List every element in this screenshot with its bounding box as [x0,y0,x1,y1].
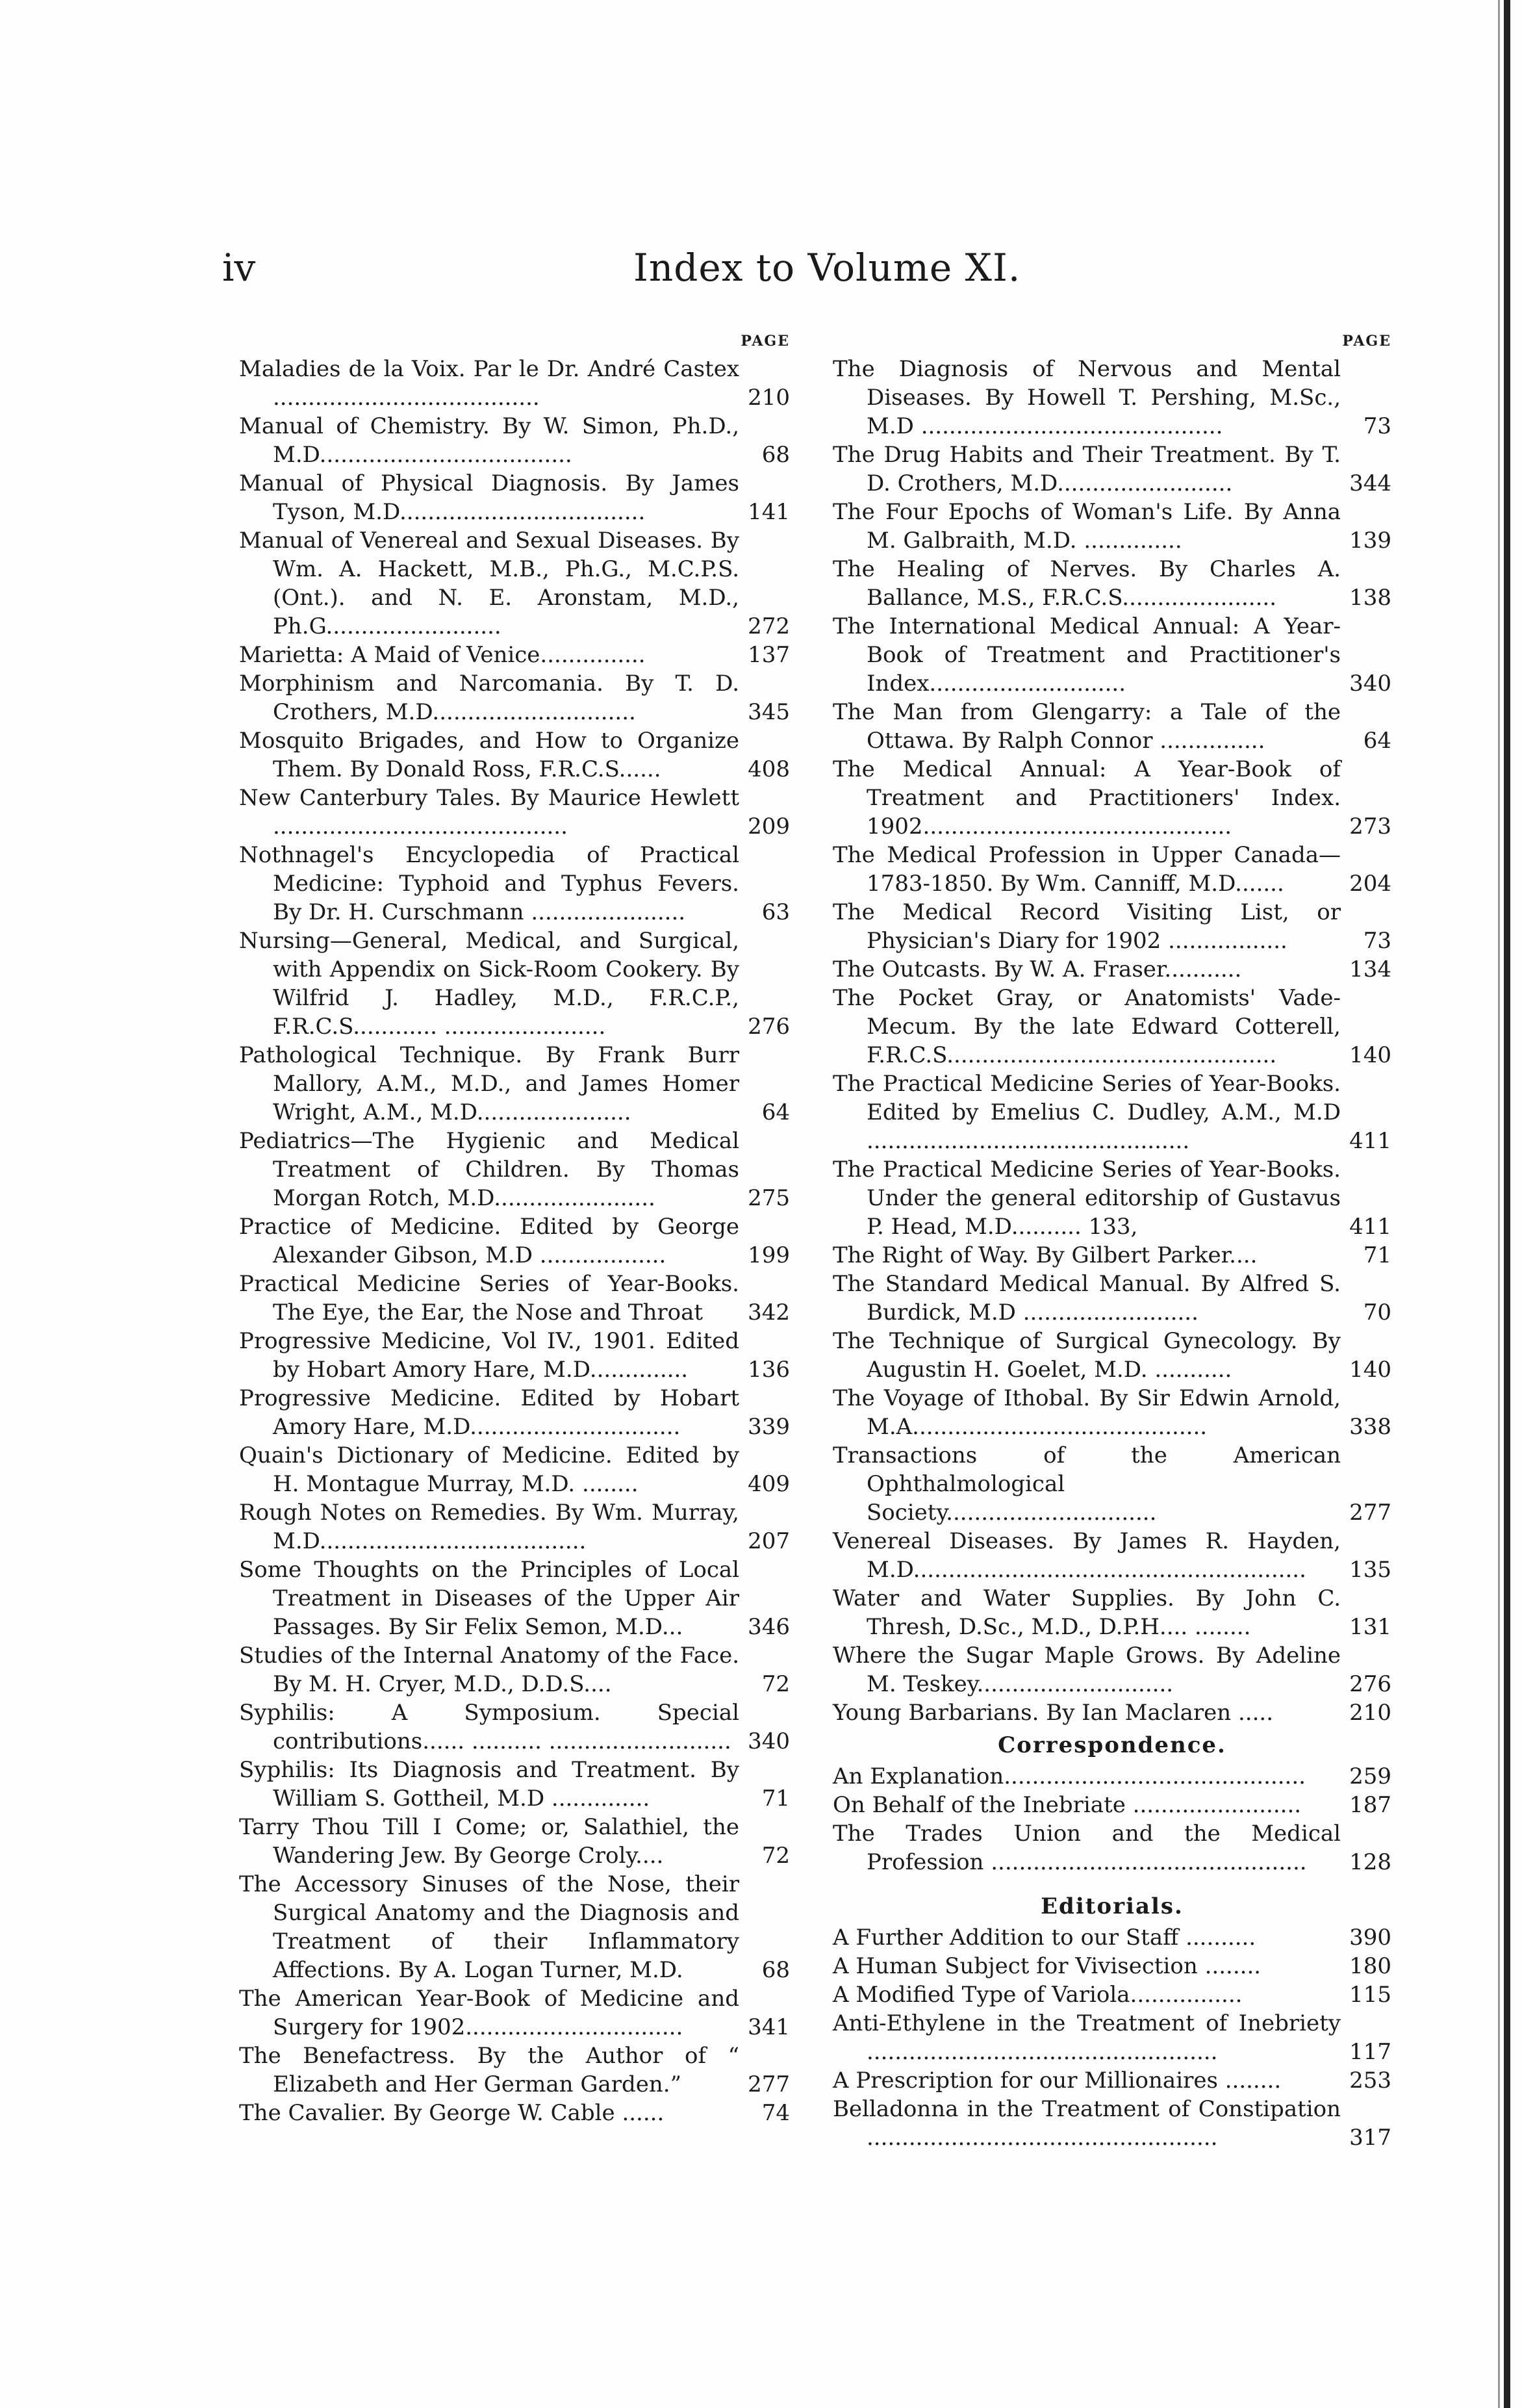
entry-page-number: 210 [748,385,790,411]
entry-title: The Standard Medical Manual. By Alfred S. Burdick, M.D ......................... [833,1271,1341,1326]
entry-page-number: 340 [748,1728,790,1754]
index-entry [833,698,1391,755]
entry-page-number: 390 [1349,1925,1391,1951]
editorials-list [833,1923,1391,2152]
entry-title: Rough Notes on Remedies. By Wm. Murray, M.D...................................... [239,1500,739,1554]
index-entry [833,1923,1391,1952]
index-entry [833,1819,1391,1876]
entry-title: The Healing of Nerves. By Charles A. Ballance, M.S., F.R.C.S...................... [833,556,1341,611]
left-entry-list [239,355,790,2127]
entry-page-number: 277 [1349,1500,1391,1526]
index-entry [239,1270,790,1327]
index-entry [239,1327,790,1384]
entry-title: The Medical Profession in Upper Canada—1783-1850. By Wm. Canniff, M.D....... [833,842,1341,897]
entry-title: Morphinism and Narcomania. By T. D. Crothers, M.D............................. [239,671,739,725]
right-column [833,333,1391,2152]
index-entry [239,1212,790,1270]
right-entry-list [833,355,1391,1727]
index-entry [239,526,790,641]
index-entry [833,1980,1391,2009]
entry-page-number: 411 [1349,1214,1391,1240]
index-entry [239,841,790,927]
entry-title: Manual of Physical Diagnosis. By James Tyson, M.D................................... [239,470,739,525]
index-entry [833,898,1391,955]
index-entry [833,612,1391,698]
entry-title: Quain's Dictionary of Medicine. Edited by H. Montague Murray, M.D. ........ [239,1442,739,1497]
index-entry [239,1698,790,1756]
page-title: Index to Volume XI. [633,246,1021,290]
entry-title: Tarry Thou Till I Come; or, Salathiel, the Wandering Jew. By George Croly.... [239,1814,739,1869]
index-entry [833,498,1391,555]
entry-page-number: 72 [761,1671,790,1697]
entry-title: The Man from Glengarry: a Tale of the Ottawa. By Ralph Connor ............... [833,699,1341,754]
entry-title: A Human Subject for Vivisection ........ [833,1953,1262,1979]
book-spine-edge [1498,0,1500,2408]
entry-title: The Outcasts. By W. A. Fraser........... [833,956,1242,982]
index-entry [833,1441,1391,1527]
entry-title: The Voyage of Ithobal. By Sir Edwin Arnold, M.A.......................................... [833,1385,1341,1440]
index-entry [833,2095,1391,2152]
entry-page-number: 276 [748,1014,790,1040]
entry-title: The Medical Record Visiting List, or Physician's Diary for 1902 ................. [833,899,1341,954]
entry-page-number: 137 [748,642,790,668]
entry-page-number: 273 [1349,813,1391,839]
entry-title: The Four Epochs of Woman's Life. By Anna M. Galbraith, M.D. .............. [833,499,1341,554]
entry-title: An Explanation........................................... [833,1763,1306,1789]
entry-title: Some Thoughts on the Principles of Local Treatment in Diseases of the Upper Air Passages. By Sir Felix Semon, M.D... [239,1557,739,1640]
entry-page-number: 259 [1349,1763,1391,1789]
entry-page-number: 187 [1349,1792,1391,1818]
entry-page-number: 339 [748,1414,790,1440]
entry-page-number: 207 [748,1528,790,1554]
entry-title: Pathological Technique. By Frank Burr Mallory, A.M., M.D., and James Homer Wright, A.M., M.D...................... [239,1042,739,1125]
entry-title: Mosquito Brigades, and How to Organize Them. By Donald Ross, F.R.C.S...... [239,728,739,782]
index-entry [833,1527,1391,1584]
index-entry [239,641,790,669]
entry-page-number: 199 [748,1242,790,1268]
entry-title: The Trades Union and the Medical Profession ............................................. [833,1821,1341,1875]
entry-page-number: 138 [1349,585,1391,611]
entry-title: Pediatrics—The Hygienic and Medical Treatment of Children. By Thomas Morgan Rotch, M.D....................... [239,1128,739,1211]
entry-page-number: 277 [748,2071,790,2097]
entry-title: Maladies de la Voix. Par le Dr. André Castex ...................................... [239,356,739,411]
entry-title: Studies of the Internal Anatomy of the Face. By M. H. Cryer, M.D., D.D.S.... [239,1643,739,1697]
entry-page-number: 411 [1349,1128,1391,1154]
entry-title: Water and Water Supplies. By John C. Thresh, D.Sc., M.D., D.P.H.... ........ [833,1585,1341,1640]
entry-page-number: 134 [1349,956,1391,982]
index-entry [239,927,790,1041]
editorials-heading: Editorials. [1041,1893,1184,1919]
index-entry [239,1556,790,1641]
entry-page-number: 73 [1363,928,1391,954]
index-entry [833,2066,1391,2095]
entry-title: Progressive Medicine, Vol IV., 1901. Edited by Hobart Amory Hare, M.D.............. [239,1328,739,1383]
entry-page-number: 115 [1349,1982,1391,2008]
entry-title: The International Medical Annual: A Year-Book of Treatment and Practitioner's Index............................ [833,613,1341,697]
entry-title: Syphilis: Its Diagnosis and Treatment. By William S. Gottheil, M.D .............. [239,1757,739,1812]
entry-title: The Drug Habits and Their Treatment. By T. D. Crothers, M.D......................... [833,442,1341,496]
entry-page-number: 346 [748,1614,790,1640]
entry-page-number: 341 [748,2014,790,2040]
entry-page-number: 204 [1349,871,1391,897]
entry-page-number: 139 [1349,528,1391,554]
entry-title: New Canterbury Tales. By Maurice Hewlett .......................................... [239,785,739,839]
index-entry [833,1155,1391,1241]
index-entry [833,2009,1391,2066]
entry-page-number: 275 [748,1185,790,1211]
entry-title: Manual of Chemistry. By W. Simon, Ph.D., M.D.................................... [239,413,739,468]
index-entry [239,726,790,784]
entry-page-number: 135 [1349,1557,1391,1583]
entry-page-number: 276 [1349,1671,1391,1697]
entry-page-number: 73 [1363,413,1391,439]
entry-page-number: 71 [761,1786,790,1812]
index-entry [239,1441,790,1498]
entry-title: Where the Sugar Maple Grows. By Adeline M. Teskey............................ [833,1643,1341,1697]
entry-page-number: 63 [761,899,790,925]
entry-title: The Technique of Surgical Gynecology. By Augustin H. Goelet, M.D. ........... [833,1328,1341,1383]
entry-title: The Practical Medicine Series of Year-Books. Edited by Emelius C. Dudley, A.M., M.D .............................................. [833,1071,1341,1154]
entry-title: The Accessory Sinuses of the Nose, their Surgical Anatomy and the Diagnosis and Treatment of their Inflammatory Affections. By A. Logan Turner, M.D. [239,1871,739,1983]
entry-title: Venereal Diseases. By James R. Hayden, M.D........................................................ [833,1528,1341,1583]
index-entry [833,441,1391,498]
index-entry [833,984,1391,1070]
index-entry [833,955,1391,984]
index-entry [833,1584,1391,1641]
entry-title: Progressive Medicine. Edited by Hobart Amory Hare, M.D.............................. [239,1385,739,1440]
entry-title: Anti-Ethylene in the Treatment of Inebriety .................................................. [833,2010,1341,2065]
entry-page-number: 64 [761,1099,790,1125]
entry-page-number: 342 [748,1300,790,1326]
index-entry [239,1870,790,1984]
entry-page-number: 64 [1363,728,1391,754]
entry-title: Marietta: A Maid of Venice............... [239,642,646,668]
entry-title: A Prescription for our Millionaires ........ [833,2068,1282,2094]
entry-title: Syphilis: A Symposium. Special contributions...... .......... .......................... [239,1700,739,1754]
entry-title: Nursing—General, Medical, and Surgical, with Appendix on Sick-Room Cookery. By Wilfrid J. Hadley, M.D., F.R.C.P., F.R.C.S............ ....................... [239,928,739,1040]
entry-page-number: 338 [1349,1414,1391,1440]
entry-title: The Diagnosis of Nervous and Mental Diseases. By Howell T. Pershing, M.Sc., M.D ........................................... [833,356,1341,439]
index-entry [833,555,1391,612]
index-entry [833,755,1391,841]
entry-page-number: 131 [1349,1614,1391,1640]
entry-page-number: 74 [761,2100,790,2126]
index-entry [239,355,790,412]
entry-title: Young Barbarians. By Ian Maclaren ..... [833,1700,1274,1726]
entry-title: Belladonna in the Treatment of Constipation .................................................. [833,2096,1341,2151]
left-column [239,333,790,2127]
entry-page-number: 180 [1349,1953,1391,1979]
entry-page-number: 70 [1363,1300,1391,1326]
index-entry [239,1756,790,1813]
index-entry [239,1127,790,1212]
entry-title: On Behalf of the Inebriate ........................ [833,1792,1302,1818]
entry-page-number: 345 [748,699,790,725]
index-entry [239,2042,790,2099]
index-entry [239,1041,790,1127]
entry-page-number: 210 [1349,1700,1391,1726]
index-entry [833,1791,1391,1819]
entry-title: Transactions of the American Ophthalmological Society.............................. [833,1442,1341,1526]
book-spine-shadow [1504,0,1510,2408]
index-entry [833,1270,1391,1327]
entry-title: The Benefactress. By the Author of “ Elizabeth and Her German Garden.” [239,2043,739,2097]
index-entry [239,1384,790,1441]
entry-page-number: 209 [748,813,790,839]
index-entry [833,1327,1391,1384]
entry-page-number: 68 [761,442,790,468]
correspondence-heading: Correspondence. [998,1732,1226,1758]
entry-page-number: 272 [748,613,790,639]
index-entry [239,469,790,526]
entry-title: A Further Addition to our Staff .......... [833,1925,1256,1951]
index-entry [833,841,1391,898]
entry-page-number: 344 [1349,470,1391,496]
entry-page-number: 117 [1349,2039,1391,2065]
entry-title: Manual of Venereal and Sexual Diseases. By Wm. A. Hackett, M.B., Ph.G., M.C.P.S. (Ont.). and N. E. Aronstam, M.D., Ph.G......................... [239,528,739,639]
entry-title: The Practical Medicine Series of Year-Books. Under the general editorship of Gustavus P. Head, M.D.......... 133, [833,1157,1341,1240]
entry-page-number: 409 [748,1471,790,1497]
entry-page-number: 136 [748,1357,790,1383]
entry-page-number: 141 [748,499,790,525]
entry-title: The Right of Way. By Gilbert Parker.... [833,1242,1258,1268]
index-entry [833,355,1391,441]
entry-page-number: 408 [748,756,790,782]
entry-page-number: 140 [1349,1357,1391,1383]
index-entry [239,1641,790,1698]
entry-page-number: 253 [1349,2068,1391,2094]
entry-title: Practical Medicine Series of Year-Books. The Eye, the Ear, the Nose and Throat [239,1271,739,1326]
index-entry [833,1641,1391,1698]
index-entry [833,1384,1391,1441]
page-label-left: PAGE [741,333,790,350]
entry-title: The American Year-Book of Medicine and Surgery for 1902............................... [239,1986,739,2040]
entry-title: Practice of Medicine. Edited by George Alexander Gibson, M.D .................. [239,1214,739,1268]
entry-page-number: 71 [1363,1242,1391,1268]
index-entry [239,1498,790,1556]
entry-page-number: 72 [761,1843,790,1869]
index-entry [239,412,790,469]
index-entry [239,669,790,726]
entry-page-number: 128 [1349,1849,1391,1875]
correspondence-list [833,1762,1391,1876]
entry-title: The Medical Annual: A Year-Book of Treatment and Practitioners' Index. 1902............................................ [833,756,1341,839]
index-entry [833,1762,1391,1791]
index-entry [833,1070,1391,1155]
index-entry [833,1241,1391,1270]
page-number: iv [222,246,256,290]
entry-page-number: 340 [1349,671,1391,697]
entry-title: Nothnagel's Encyclopedia of Practical Medicine: Typhoid and Typhus Fevers. By Dr. H. Curschmann ...................... [239,842,739,925]
entry-page-number: 317 [1349,2125,1391,2151]
index-entry [833,1952,1391,1980]
index-entry [239,1984,790,2042]
entry-title: The Pocket Gray, or Anatomists' Vade-Mecum. By the late Edward Cotterell, F.R.C.S............................................... [833,985,1341,1068]
index-entry [833,1698,1391,1727]
entry-title: A Modified Type of Variola................ [833,1982,1243,2008]
entry-page-number: 68 [761,1957,790,1983]
entry-title: The Cavalier. By George W. Cable ...... [239,2100,665,2126]
index-entry [239,784,790,841]
page-label-right: PAGE [1342,333,1391,350]
index-entry [239,1813,790,1870]
index-entry [239,2099,790,2127]
entry-page-number: 140 [1349,1042,1391,1068]
